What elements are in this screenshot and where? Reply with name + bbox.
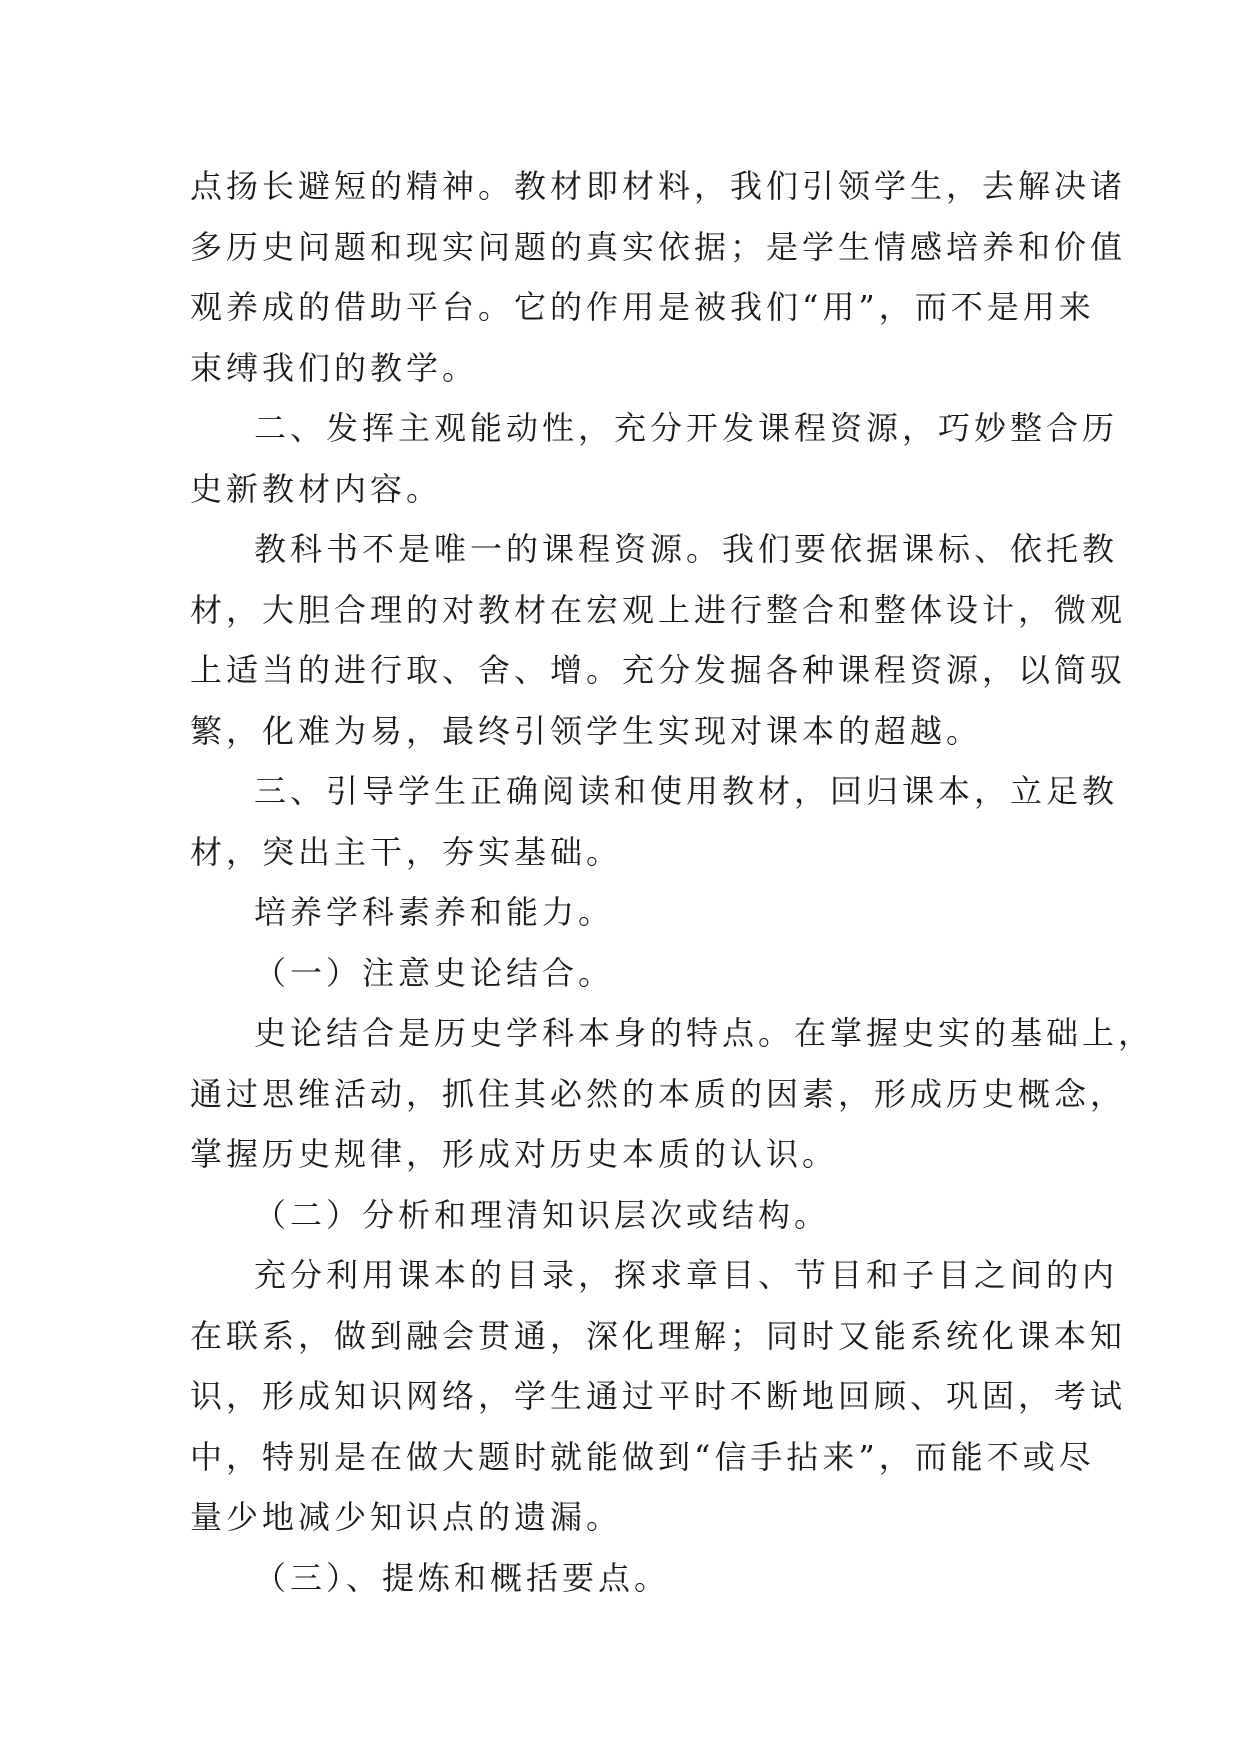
paragraph — [190, 1548, 1070, 1609]
text-line: 量少地减少知识点的遗漏。 — [190, 1498, 623, 1536]
document-body — [190, 156, 1155, 1608]
text-line: 材，大胆合理的对教材在宏观上进行整合和整体设计，微观 — [190, 590, 1127, 629]
paragraph — [190, 882, 1070, 943]
paragraph — [190, 943, 1070, 1004]
paragraph — [190, 156, 1127, 398]
text-line: 中，特别是在做大题时就能做到“信手拈来”，而能不或尽 — [190, 1437, 1095, 1476]
text-line: 史新教材内容。 — [190, 469, 443, 508]
text-line: 掌握历史规律，形成对历史本质的认识。 — [190, 1135, 839, 1173]
text-line: 上适当的进行取、舍、增。充分发掘各种课程资源，以简驭 — [190, 651, 1127, 689]
text-line: 繁，化难为易，最终引领学生实现对课本的超越。 — [190, 711, 983, 750]
paragraph — [190, 1185, 1070, 1246]
text-line: 通过思维活动，抓住其必然的本质的因素，形成历史概念， — [190, 1074, 1127, 1113]
text-line: 培养学科素养和能力。 — [254, 893, 615, 931]
text-line: （三）、提炼和概括要点。 — [254, 1558, 671, 1597]
text-line: 材，突出主干，夯实基础。 — [190, 832, 623, 871]
text-line: （一）注意史论结合。 — [254, 953, 615, 992]
text-line: 点扬长避短的精神。教材即材料，我们引领学生，去解决诸 — [190, 167, 1127, 205]
text-line: 教科书不是唯一的课程资源。我们要依据课标、依托教 — [254, 530, 1119, 568]
text-line: 在联系，做到融会贯通，深化理解；同时又能系统化课本知 — [190, 1316, 1127, 1355]
text-line: 识，形成知识网络，学生通过平时不断地回顾、巩固，考试 — [190, 1377, 1127, 1415]
paragraph — [190, 398, 1119, 519]
text-line: 束缚我们的教学。 — [190, 348, 479, 387]
text-line: 三、引导学生正确阅读和使用教材，回归课本，立足教 — [254, 772, 1119, 810]
text-line: （二）分析和理清知识层次或结构。 — [254, 1195, 831, 1234]
text-line: 充分利用课本的目录，探求章目、节目和子目之间的内 — [254, 1256, 1119, 1294]
paragraph — [190, 1003, 1155, 1185]
text-line: 二、发挥主观能动性，充分开发课程资源，巧妙整合历 — [254, 409, 1119, 447]
paragraph — [190, 519, 1127, 761]
paragraph — [190, 761, 1119, 882]
text-line: 史论结合是历史学科本身的特点。在掌握史实的基础上， — [254, 1014, 1155, 1052]
text-line: 多历史问题和现实问题的真实依据；是学生情感培养和价值 — [190, 227, 1127, 266]
text-line: 观养成的借助平台。它的作用是被我们“用”，而不是用来 — [190, 288, 1095, 326]
paragraph — [190, 1245, 1127, 1548]
